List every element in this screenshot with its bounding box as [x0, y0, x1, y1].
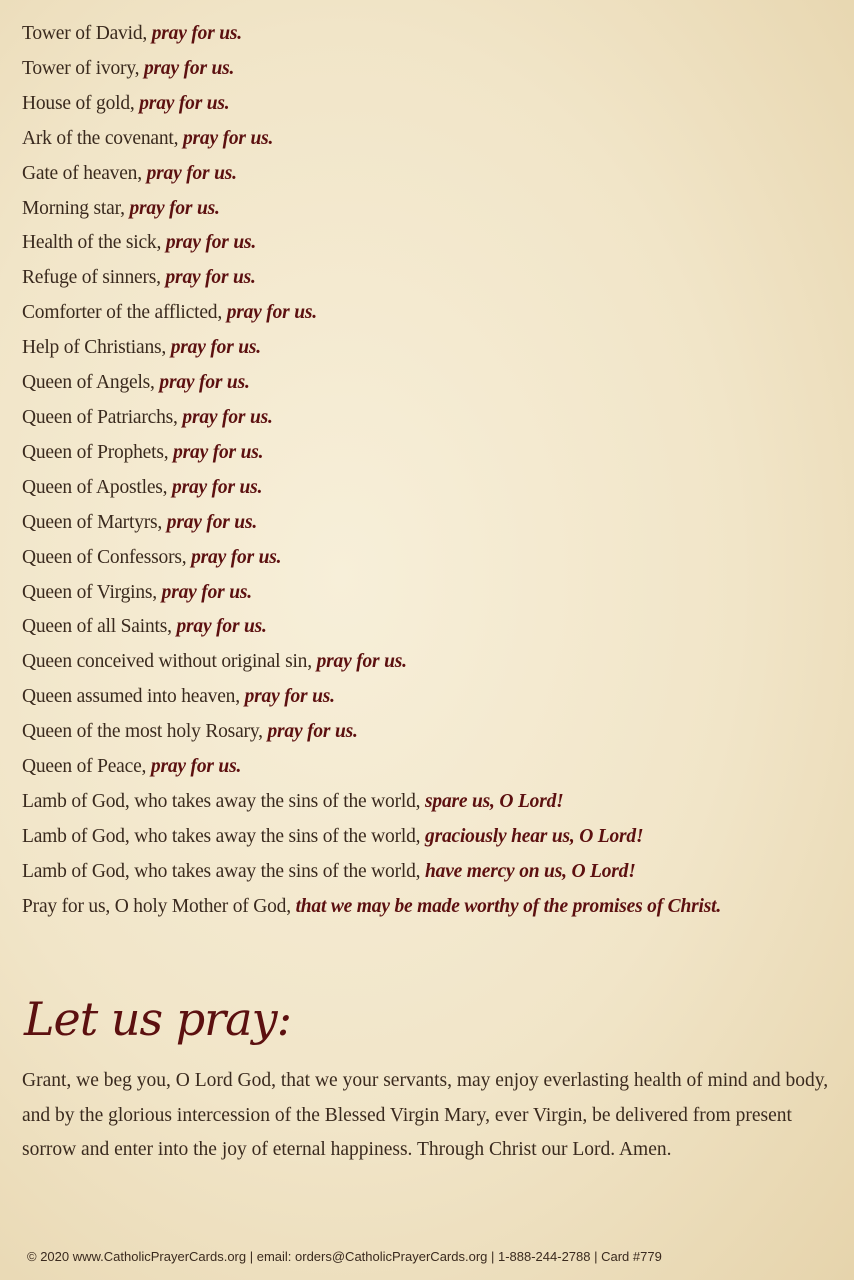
invocation-text: Comforter of the afflicted,: [22, 302, 227, 324]
invocation-text: Refuge of sinners,: [22, 267, 166, 289]
invocation-text: Health of the sick,: [22, 232, 166, 254]
response-text: pray for us.: [173, 441, 264, 463]
invocation-text: Ark of the covenant,: [22, 127, 183, 149]
invocation-text: Tower of David,: [22, 23, 152, 44]
litany-line: [22, 820, 822, 855]
invocation-text: Queen of Angels,: [22, 372, 160, 394]
litany-line: [22, 855, 822, 890]
litany-list: [22, 17, 822, 925]
response-text: pray for us.: [161, 581, 252, 603]
litany-line: [22, 785, 822, 820]
invocation-text: House of gold,: [22, 92, 140, 114]
litany-line: [22, 471, 822, 506]
invocation-text: Pray for us, O holy Mother of God,: [22, 895, 296, 917]
response-text: pray for us.: [129, 197, 220, 219]
response-text: pray for us.: [316, 651, 407, 673]
litany-line: [22, 436, 822, 471]
litany-line: [22, 331, 822, 366]
response-text: graciously hear us, O Lord!: [425, 825, 644, 847]
litany-line: [22, 296, 822, 331]
litany-line: [22, 890, 822, 925]
litany-line: [22, 541, 822, 576]
invocation-text: Queen of Confessors,: [22, 546, 192, 568]
footer-copyright: © 2020 www.CatholicPrayerCards.org | email: orders@CatholicPrayerCards.org | 1-888-244-2788 | Card #779: [27, 1249, 662, 1264]
litany-line: [22, 366, 822, 401]
response-text: pray for us.: [244, 686, 335, 708]
invocation-text: Queen of Peace,: [22, 756, 151, 778]
invocation-text: Queen of Prophets,: [22, 441, 174, 463]
litany-line: [22, 750, 822, 785]
response-text: pray for us.: [226, 302, 317, 324]
response-text: pray for us.: [182, 406, 273, 428]
litany-line: [22, 17, 822, 52]
invocation-text: Lamb of God, who takes away the sins of the world,: [22, 825, 426, 847]
invocation-text: Queen of Apostles,: [22, 476, 173, 498]
response-text: pray for us.: [151, 23, 242, 44]
closing-prayer: Grant, we beg you, O Lord God, that we your servants, may enjoy everlasting health of mind and body, and by the glorious intercession of the Blessed Virgin Mary, ever Virgin, be delivered from present sorrow and enter into the joy of eternal happiness. Through Christ our Lord. Amen.: [22, 1070, 829, 1161]
response-text: pray for us.: [182, 127, 274, 149]
response-text: pray for us.: [172, 476, 263, 498]
response-text: pray for us.: [165, 267, 256, 289]
litany-line: [22, 157, 822, 192]
invocation-text: Queen of Patriarchs,: [22, 406, 183, 428]
invocation-text: Lamb of God, who takes away the sins of the world,: [22, 860, 426, 882]
response-text: pray for us.: [150, 756, 242, 778]
invocation-text: Queen conceived without original sin,: [22, 651, 317, 673]
litany-line: [22, 715, 822, 750]
invocation-text: Gate of heaven,: [22, 162, 147, 184]
response-text: pray for us.: [165, 232, 257, 254]
response-text: pray for us.: [146, 162, 237, 184]
invocation-text: Queen of Virgins,: [22, 581, 162, 603]
response-text: pray for us.: [170, 337, 261, 359]
litany-line: [22, 52, 822, 87]
invocation-text: Morning star,: [22, 197, 130, 219]
litany-line: [22, 401, 822, 436]
response-text: have mercy on us, O Lord!: [425, 860, 636, 882]
invocation-text: Lamb of God, who takes away the sins of the world,: [22, 790, 426, 812]
response-text: that we may be made worthy of the promises of Christ.: [295, 895, 722, 917]
litany-line: [22, 192, 822, 227]
invocation-text: Queen assumed into heaven,: [22, 686, 245, 708]
invocation-text: Queen of the most holy Rosary,: [22, 721, 268, 743]
invocation-text: Help of Christians,: [22, 337, 171, 359]
invocation-text: Tower of ivory,: [22, 57, 144, 79]
litany-line: [22, 680, 822, 715]
litany-line: [22, 261, 822, 296]
response-text: pray for us.: [176, 616, 267, 638]
response-text: pray for us.: [166, 511, 258, 533]
litany-line: [22, 506, 822, 541]
litany-line: [22, 645, 822, 680]
response-text: pray for us.: [143, 57, 235, 79]
litany-line: [22, 122, 822, 157]
let-us-pray-heading: Let us pray:: [24, 992, 292, 1046]
litany-line: [22, 87, 822, 122]
response-text: pray for us.: [267, 721, 358, 743]
response-text: pray for us.: [191, 546, 282, 568]
litany-line: [22, 226, 822, 261]
response-text: spare us, O Lord!: [425, 790, 564, 812]
invocation-text: Queen of Martyrs,: [22, 511, 167, 533]
response-text: pray for us.: [159, 372, 250, 394]
response-text: pray for us.: [139, 92, 230, 114]
invocation-text: Queen of all Saints,: [22, 616, 177, 638]
litany-line: [22, 610, 822, 645]
litany-line: [22, 576, 822, 611]
